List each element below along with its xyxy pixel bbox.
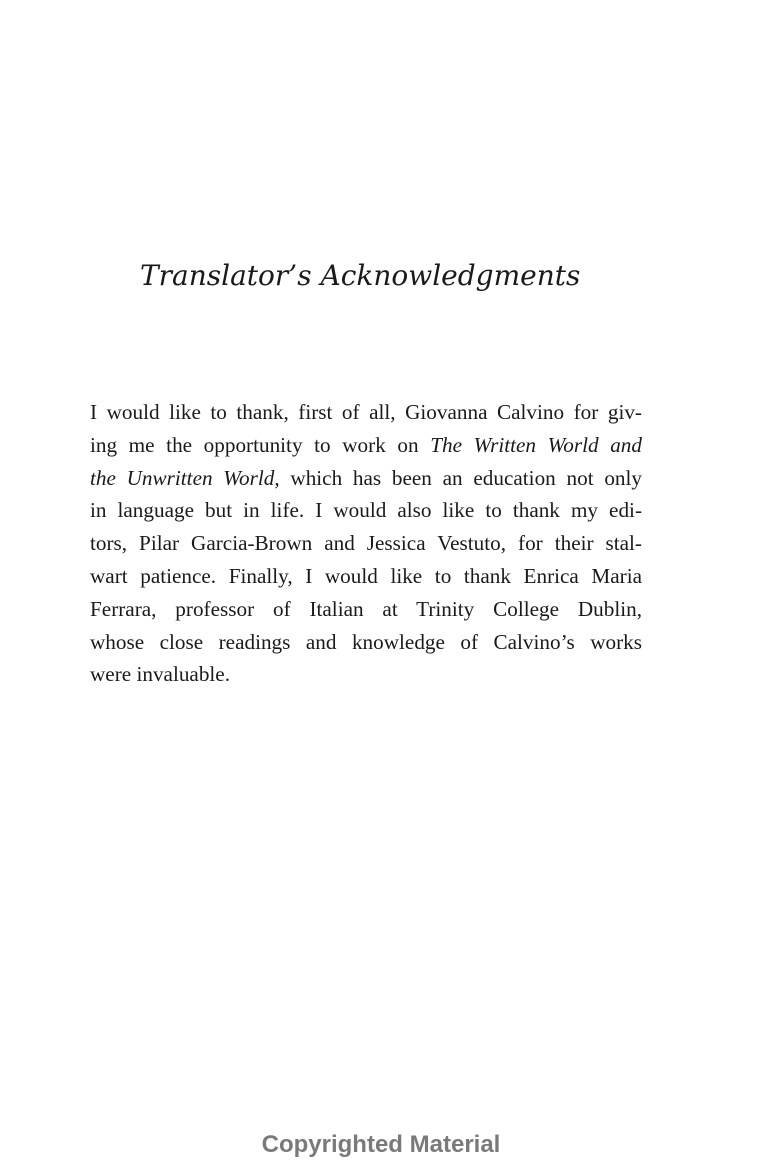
book-title-italic: The Written World and [430,432,642,457]
paragraph-line: I would like to thank, first of all, Giovanna Calvino for giv- [90,400,642,424]
acknowledgments-paragraph [90,396,642,691]
paragraph-line: tors, Pilar Garcia-Brown and Jessica Vestuto, for their stal- [90,531,642,556]
paragraph-line: ing me the opportunity to work on The Written World and [90,432,642,457]
copyright-watermark: Copyrighted Material [261,1131,501,1158]
paragraph-line: the Unwritten World, which has been an education not only [90,465,642,490]
book-title-italic: the Unwritten World [90,465,275,490]
paragraph-line: in language but in life. I would also like to thank my edi- [90,498,642,523]
page-heading: Translator’s Acknowledgments [140,259,581,292]
paragraph-line: whose close readings and knowledge of Calvino’s works [90,629,642,654]
paragraph-line: Ferrara, professor of Italian at Trinity College Dublin, [90,596,642,621]
paragraph-line: wart patience. Finally, I would like to thank Enrica Maria [90,563,642,588]
paragraph-line: were invaluable. [90,662,231,687]
